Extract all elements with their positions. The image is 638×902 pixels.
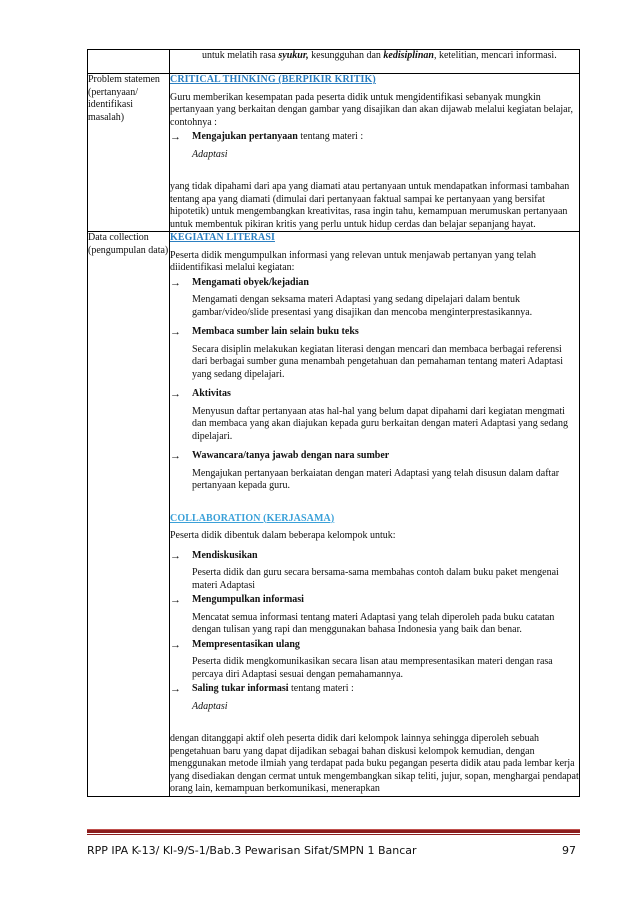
arrow-icon: → <box>170 131 181 143</box>
table-row <box>88 50 580 74</box>
list-item-desc: Mengamati dengan seksama materi Adaptasi yang sedang dipelajari dalam bentuk gambar/video/slide presentasi yang disajikan dan mencoba menginterprestasikannya. <box>192 294 533 318</box>
literasi-intro: Peserta didik mengumpulkan informasi yang relevan untuk menjawab pertanyan yang telah diidentifikasi melalui kegiatan: <box>170 249 537 273</box>
collab-intro: Peserta didik dibentuk dalam beberapa kelompok untuk: <box>170 530 396 541</box>
problem-intro: Guru memberikan kesempatan pada peserta didik untuk mengidentifikasi sebanyak mungkin pertanyaan yang berkaitan dengan gambar yang disajikan dan akan dijawab melalui kegiatan belajar, contohnya : <box>170 91 574 128</box>
continuation-text: untuk melatih rasa syukur, kesungguhan dan kedisiplinan, ketelitian, mencari informasi. <box>202 50 557 61</box>
arrow-icon: → <box>170 450 181 462</box>
problem-closing: yang tidak dipahami dari apa yang diamati atau pertanyaan untuk mendapatkan informasi tambahan tentang apa yang diamati (dimulai dari pertanyaan faktual sampai ke pertanyaan yang bersifat hipotetik) untuk mengembangkan kreativitas, rasa ingin tahu, kemampuan merumuskan pertanyaan untuk membentuk pikiran kritis yang perlu untuk hidup cerdas dan belajar sepanjang hayat. <box>170 181 570 230</box>
arrow-icon: → <box>170 594 181 606</box>
literasi-heading: KEGIATAN LITERASI <box>170 232 275 243</box>
footer-rule <box>87 829 580 833</box>
arrow-icon: → <box>170 683 181 695</box>
list-item: → Wawancara/tanya jawab dengan nara sumber <box>170 450 390 462</box>
list-item-desc: Mengajukan pertanyaan berkaiatan dengan materi Adaptasi yang telah disusun dalam daftar pertanyaan kepada guru. <box>192 467 560 491</box>
list-item: → Mendiskusikan <box>170 549 258 562</box>
list-item: → Aktivitas <box>170 388 231 400</box>
lesson-plan-table <box>87 49 580 797</box>
list-item: → Saling tukar informasi tentang materi : <box>170 683 354 695</box>
list-item: → Membaca sumber lain selain buku teks <box>170 326 359 338</box>
footer-title: RPP IPA K-13/ Kl-9/S-1/Bab.3 Pewarisan Sifat/SMPN 1 Bancar <box>87 844 417 857</box>
topic-text: Adaptasi <box>192 148 228 160</box>
list-item-desc: Peserta didik dan guru secara bersama-sama membahas contoh dalam buku paket mengenai materi Adaptasi <box>192 567 559 591</box>
row-label-data-collection: Data collection (pengumpulan data) <box>88 232 170 797</box>
collab-closing: dengan ditanggapi aktif oleh peserta didik dari kelompok lainnya sehingga diperoleh sebuah pengetahuan baru yang dapat dijadikan sebagai bahan diskusi kelompok kemudian, dengan menggunakan metode ilmiah yang terdapat pada buku pegangan peserta didik atau pada lembar kerja yang disediakan dengan cermat untuk mengembangkan sikap teliti, jujur, sopan, menghargai pendapat orang lain, kemampuan berkomunikasi, menerapkan <box>170 733 579 794</box>
list-item-desc: Peserta didik mengkomunikasikan secara lisan atau mempresentasikan materi dengan rasa percaya diri Adaptasi sesuai dengan pemahamannya. <box>192 656 553 680</box>
arrow-icon: → <box>170 276 181 289</box>
problem-content <box>170 74 580 232</box>
footer-rule-thin <box>87 834 580 835</box>
document-page <box>87 49 580 797</box>
row-label-problem: Problem statemen (pertanyaan/ identifikasi masalah) <box>88 74 170 232</box>
continuation-cell <box>170 50 580 74</box>
arrow-icon: → <box>170 326 181 338</box>
page-footer <box>87 829 580 857</box>
list-item: → Mengamati obyek/kejadian <box>170 276 309 289</box>
list-item-desc: Menyusun daftar pertanyaan atas hal-hal yang belum dapat dipahami dari kegiatan mengmati dan membaca yang akan diajukan kepada guru berkaitan dengan materi Adaptasi yang sedang dipelajari. <box>192 405 568 442</box>
collaboration-heading: COLLABORATION (KERJASAMA) <box>170 512 335 524</box>
table-row <box>88 74 580 232</box>
arrow-icon: → <box>170 638 181 651</box>
empty-label-cell <box>88 50 170 74</box>
list-item: → Mempresentasikan ulang <box>170 638 300 651</box>
list-item-desc: Secara disiplin melakukan kegiatan literasi dengan mencari dan membaca berbagai referensi dari berbagai sumber guna menambah pengetahuan dan pemahaman tentang materi Adaptasi yang sedang dipelajari. <box>192 343 563 380</box>
list-item: → Mengajukan pertanyaan tentang materi : <box>170 131 364 143</box>
data-collection-content <box>170 232 580 797</box>
list-item: → Mengumpulkan informasi <box>170 594 304 606</box>
table-row <box>88 232 580 797</box>
arrow-icon: → <box>170 388 181 400</box>
list-item-desc: Mencatat semua informasi tentang materi Adaptasi yang telah diperoleh pada buku catatan dengan tulisan yang rapi dan menggunakan bahasa Indonesia yang baik dan benar. <box>192 611 555 635</box>
critical-thinking-heading: CRITICAL THINKING (BERPIKIR KRITIK) <box>170 74 376 85</box>
page-number: 97 <box>562 844 576 857</box>
topic-text: Adaptasi <box>192 700 228 712</box>
arrow-icon: → <box>170 549 181 562</box>
